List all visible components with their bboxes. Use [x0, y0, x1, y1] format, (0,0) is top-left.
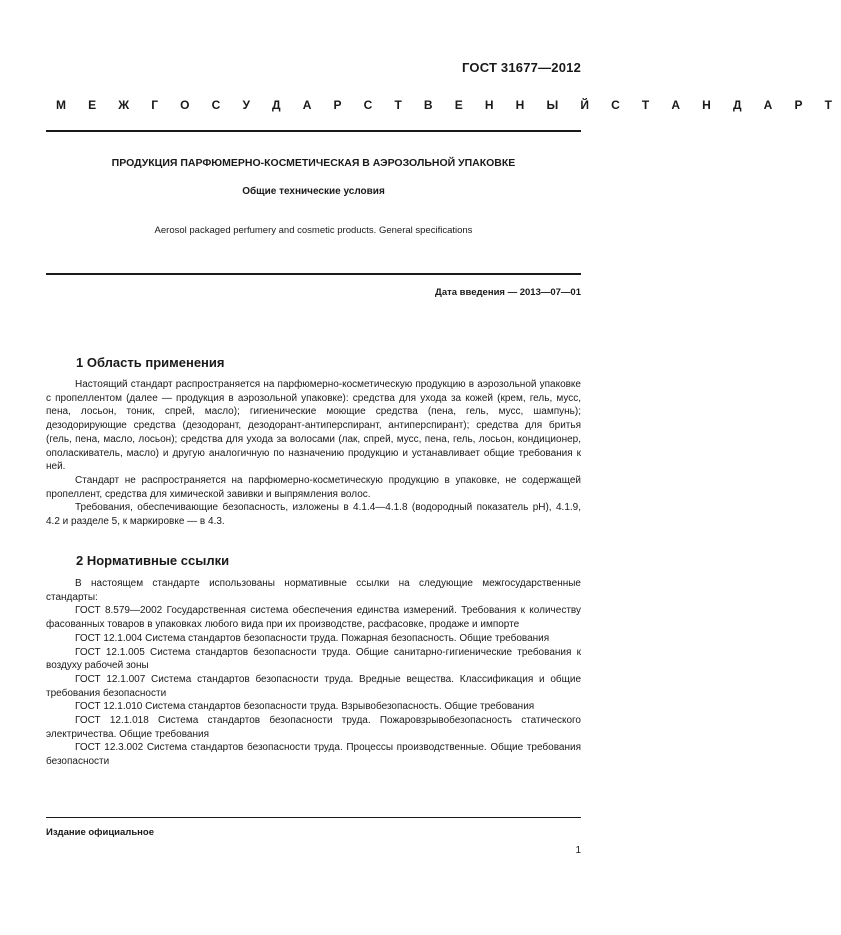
footer-divider — [46, 817, 581, 818]
section-1-heading: 1 Область применения — [76, 355, 225, 370]
paragraph: Стандарт не распространяется на парфюмерно-косметическую продукцию в упаковке, не содержащей пропеллент, средства для химической завивки и выпрямления волос. — [46, 474, 581, 500]
reference-item: ГОСТ 8.579—2002 Государственная система обеспечения единства измерений. Требования к количеству фасованных товаров в упаковках любого вида при их производстве, расфасовке, продаже и импорте — [46, 605, 581, 631]
standard-code: ГОСТ 31677—2012 — [462, 60, 581, 75]
page-number: 1 — [575, 845, 581, 856]
reference-item: ГОСТ 12.1.007 Система стандартов безопасности труда. Вредные вещества. Классификация и общие требования безопасности — [46, 673, 581, 699]
standard-type-heading: М Е Ж Г О С У Д А Р С Т В Е Н Н Ы Й С Т А Н Д А Р Т — [56, 98, 841, 112]
document-subtitle: Общие технические условия — [242, 186, 385, 197]
document-english-title: Aerosol packaged perfumery and cosmetic products. General specifications — [154, 225, 473, 236]
section-1-body — [46, 378, 581, 529]
reference-item: ГОСТ 12.1.004 Система стандартов безопасности труда. Пожарная безопасность. Общие требования — [75, 632, 550, 644]
paragraph: Требования, обеспечивающие безопасность, изложены в 4.1.4—4.1.8 (водородный показатель pH), 4.1.9, 4.2 и разделе 5, к маркировке — в 4.3. — [46, 502, 581, 528]
paragraph: Настоящий стандарт распространяется на парфюмерно-косметическую продукцию в аэрозольной упаковке с пропеллентом (далее — продукция в аэрозольной упаковке): средства для ухода за кожей (крем, гель, мусс, пена, лосьон, тоник, спрей, масло); гигиенические моющие средства (пена, гель, мусс, шампунь); дезодорирующие средства (дезодорант, дезодорант-антиперспирант, антиперспирант); средства для бритья (гель, пена, масло, лосьон); средства для ухода за волосами (лак, спрей, мусс, пена, гель, лосьон, кондиционер, ополаскиватель, масло) и другую аналогичную по назначению продукцию и устанавливает общие требования к ней. — [46, 379, 581, 473]
reference-item: ГОСТ 12.1.018 Система стандартов безопасности труда. Пожаровзрывобезопасность статического электричества. Общие требования — [46, 715, 581, 740]
paragraph: В настоящем стандарте использованы нормативные ссылки на следующие межгосударственные стандарты: — [46, 578, 581, 603]
title-divider — [46, 273, 581, 275]
document-title: ПРОДУКЦИЯ ПАРФЮМЕРНО-КОСМЕТИЧЕСКАЯ В АЭРОЗОЛЬНОЙ УПАКОВКЕ — [111, 157, 516, 169]
introduction-date: Дата введения — 2013—07—01 — [435, 287, 581, 298]
reference-item: ГОСТ 12.1.005 Система стандартов безопасности труда. Общие санитарно-гигиенические требования к воздуху рабочей зоны — [46, 646, 581, 672]
section-2-heading: 2 Нормативные ссылки — [76, 553, 230, 568]
normative-references-list — [46, 577, 581, 769]
reference-item: ГОСТ 12.3.002 Система стандартов безопасности труда. Процессы производственные. Общие требования безопасности — [46, 742, 581, 768]
header-divider — [46, 130, 581, 132]
reference-item: ГОСТ 12.1.010 Система стандартов безопасности труда. Взрывобезопасность. Общие требования — [75, 701, 535, 713]
official-edition-label: Издание официальное — [46, 827, 154, 838]
